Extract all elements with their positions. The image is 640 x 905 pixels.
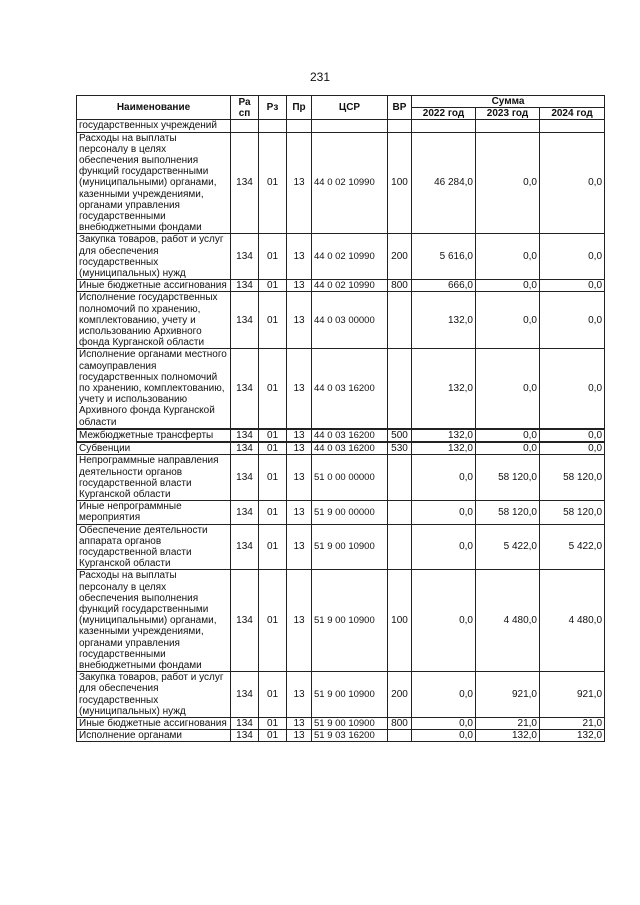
table-row bbox=[77, 292, 605, 349]
cell-name: государственных учреждений bbox=[77, 120, 231, 132]
header-rz: Рз bbox=[259, 96, 287, 120]
cell-rz: 01 bbox=[259, 429, 287, 442]
cell-2022 bbox=[412, 120, 476, 132]
header-2023: 2023 год bbox=[476, 108, 540, 120]
table-row bbox=[77, 455, 605, 501]
cell-name: Непрограммные направления деятельности органов государственной власти Курганской области bbox=[77, 455, 231, 501]
cell-rz bbox=[259, 120, 287, 132]
cell-csr: 44 0 03 16200 bbox=[312, 429, 388, 442]
cell-pr: 13 bbox=[287, 292, 312, 349]
header-row bbox=[77, 96, 605, 108]
cell-2024: 21,0 bbox=[540, 717, 605, 729]
cell-pr: 13 bbox=[287, 730, 312, 742]
cell-pr: 13 bbox=[287, 717, 312, 729]
cell-csr: 51 9 00 10900 bbox=[312, 717, 388, 729]
cell-name: Закупка товаров, работ и услуг для обеспечения государственных (муниципальных) нужд bbox=[77, 234, 231, 280]
cell-vr bbox=[388, 730, 412, 742]
cell-2022: 0,0 bbox=[412, 730, 476, 742]
cell-name: Иные непрограммные мероприятия bbox=[77, 501, 231, 524]
cell-2023: 5 422,0 bbox=[476, 524, 540, 570]
cell-name: Закупка товаров, работ и услуг для обеспечения государственных (муниципальных) нужд bbox=[77, 672, 231, 718]
cell-2024: 0,0 bbox=[540, 280, 605, 292]
cell-2024: 0,0 bbox=[540, 234, 605, 280]
cell-csr: 44 0 02 10990 bbox=[312, 132, 388, 234]
cell-pr: 13 bbox=[287, 429, 312, 442]
cell-2023: 0,0 bbox=[476, 132, 540, 234]
cell-2023: 58 120,0 bbox=[476, 501, 540, 524]
cell-2023: 0,0 bbox=[476, 442, 540, 455]
cell-rz: 01 bbox=[259, 280, 287, 292]
cell-name: Обеспечение деятельности аппарата органов государственной власти Курганской области bbox=[77, 524, 231, 570]
cell-rasp: 134 bbox=[231, 442, 259, 455]
table-row bbox=[77, 132, 605, 234]
table-row bbox=[77, 349, 605, 429]
cell-pr bbox=[287, 120, 312, 132]
cell-vr bbox=[388, 349, 412, 429]
cell-rasp: 134 bbox=[231, 730, 259, 742]
table-row bbox=[77, 524, 605, 570]
table-row bbox=[77, 717, 605, 729]
cell-rz: 01 bbox=[259, 349, 287, 429]
cell-2023: 0,0 bbox=[476, 234, 540, 280]
header-sum: Сумма bbox=[412, 96, 605, 108]
cell-pr: 13 bbox=[287, 524, 312, 570]
page-number: 231 bbox=[309, 70, 331, 84]
cell-rasp: 134 bbox=[231, 501, 259, 524]
cell-2022: 0,0 bbox=[412, 570, 476, 672]
cell-2023 bbox=[476, 120, 540, 132]
cell-csr: 44 0 02 10990 bbox=[312, 234, 388, 280]
cell-csr: 51 9 03 16200 bbox=[312, 730, 388, 742]
cell-vr: 530 bbox=[388, 442, 412, 455]
cell-csr: 44 0 03 00000 bbox=[312, 292, 388, 349]
cell-2024: 58 120,0 bbox=[540, 501, 605, 524]
cell-2023: 21,0 bbox=[476, 717, 540, 729]
cell-rasp bbox=[231, 120, 259, 132]
table-body bbox=[77, 120, 605, 742]
cell-2024: 0,0 bbox=[540, 292, 605, 349]
cell-rasp: 134 bbox=[231, 570, 259, 672]
table-row bbox=[77, 234, 605, 280]
cell-csr: 51 9 00 10900 bbox=[312, 570, 388, 672]
cell-2024: 0,0 bbox=[540, 429, 605, 442]
table-row bbox=[77, 570, 605, 672]
cell-csr: 51 9 00 10900 bbox=[312, 672, 388, 718]
cell-2024: 5 422,0 bbox=[540, 524, 605, 570]
cell-vr bbox=[388, 120, 412, 132]
header-csr: ЦСР bbox=[312, 96, 388, 120]
cell-pr: 13 bbox=[287, 455, 312, 501]
cell-rz: 01 bbox=[259, 442, 287, 455]
cell-pr: 13 bbox=[287, 672, 312, 718]
cell-2022: 0,0 bbox=[412, 501, 476, 524]
cell-2022: 5 616,0 bbox=[412, 234, 476, 280]
cell-rasp: 134 bbox=[231, 672, 259, 718]
cell-pr: 13 bbox=[287, 234, 312, 280]
cell-rz: 01 bbox=[259, 234, 287, 280]
cell-2023: 0,0 bbox=[476, 280, 540, 292]
cell-2022: 0,0 bbox=[412, 717, 476, 729]
cell-csr: 44 0 03 16200 bbox=[312, 349, 388, 429]
cell-2024: 0,0 bbox=[540, 349, 605, 429]
header-name: Наименование bbox=[77, 96, 231, 120]
cell-2022: 0,0 bbox=[412, 672, 476, 718]
cell-2024: 132,0 bbox=[540, 730, 605, 742]
cell-rz: 01 bbox=[259, 132, 287, 234]
table-row bbox=[77, 730, 605, 742]
cell-2023: 0,0 bbox=[476, 292, 540, 349]
cell-rz: 01 bbox=[259, 717, 287, 729]
cell-vr bbox=[388, 292, 412, 349]
cell-name: Исполнение государственных полномочий по хранению, комплектованию, учету и использованию Архивного фонда Курганской области bbox=[77, 292, 231, 349]
cell-2024: 0,0 bbox=[540, 442, 605, 455]
cell-2023: 0,0 bbox=[476, 429, 540, 442]
cell-2022: 132,0 bbox=[412, 429, 476, 442]
cell-pr: 13 bbox=[287, 132, 312, 234]
table-row bbox=[77, 429, 605, 442]
table-row bbox=[77, 120, 605, 132]
cell-name: Исполнение органами bbox=[77, 730, 231, 742]
cell-2024: 0,0 bbox=[540, 132, 605, 234]
cell-name: Расходы на выплаты персоналу в целях обеспечения выполнения функций государственными (муниципальными) органами, казенными учреждениями, органами управления государственными внебюджетными фондами bbox=[77, 570, 231, 672]
cell-vr: 100 bbox=[388, 570, 412, 672]
table-row bbox=[77, 672, 605, 718]
cell-name: Иные бюджетные ассигнования bbox=[77, 280, 231, 292]
cell-2022: 666,0 bbox=[412, 280, 476, 292]
cell-vr: 200 bbox=[388, 234, 412, 280]
cell-rz: 01 bbox=[259, 292, 287, 349]
cell-csr: 44 0 02 10990 bbox=[312, 280, 388, 292]
cell-vr: 800 bbox=[388, 280, 412, 292]
cell-2023: 0,0 bbox=[476, 349, 540, 429]
cell-rz: 01 bbox=[259, 672, 287, 718]
cell-name: Межбюджетные трансферты bbox=[77, 429, 231, 442]
cell-2022: 0,0 bbox=[412, 524, 476, 570]
cell-2023: 58 120,0 bbox=[476, 455, 540, 501]
budget-table bbox=[76, 95, 605, 742]
cell-rasp: 134 bbox=[231, 280, 259, 292]
cell-2022: 0,0 bbox=[412, 455, 476, 501]
cell-2023: 4 480,0 bbox=[476, 570, 540, 672]
cell-pr: 13 bbox=[287, 501, 312, 524]
cell-rz: 01 bbox=[259, 455, 287, 501]
cell-vr: 200 bbox=[388, 672, 412, 718]
cell-vr bbox=[388, 524, 412, 570]
cell-2022: 46 284,0 bbox=[412, 132, 476, 234]
table-row bbox=[77, 501, 605, 524]
cell-vr: 800 bbox=[388, 717, 412, 729]
cell-2022: 132,0 bbox=[412, 292, 476, 349]
cell-rasp: 134 bbox=[231, 234, 259, 280]
cell-vr: 100 bbox=[388, 132, 412, 234]
cell-vr bbox=[388, 455, 412, 501]
cell-pr: 13 bbox=[287, 570, 312, 672]
cell-2024: 58 120,0 bbox=[540, 455, 605, 501]
cell-2024: 4 480,0 bbox=[540, 570, 605, 672]
cell-2022: 132,0 bbox=[412, 349, 476, 429]
cell-csr: 44 0 03 16200 bbox=[312, 442, 388, 455]
cell-name: Субвенции bbox=[77, 442, 231, 455]
cell-rz: 01 bbox=[259, 730, 287, 742]
cell-pr: 13 bbox=[287, 280, 312, 292]
cell-csr bbox=[312, 120, 388, 132]
cell-rasp: 134 bbox=[231, 292, 259, 349]
header-rasp: Ра сп bbox=[231, 96, 259, 120]
cell-name: Иные бюджетные ассигнования bbox=[77, 717, 231, 729]
table-row bbox=[77, 442, 605, 455]
header-2022: 2022 год bbox=[412, 108, 476, 120]
header-vr: ВР bbox=[388, 96, 412, 120]
cell-csr: 51 9 00 00000 bbox=[312, 501, 388, 524]
cell-vr bbox=[388, 501, 412, 524]
cell-2024 bbox=[540, 120, 605, 132]
cell-rasp: 134 bbox=[231, 455, 259, 501]
cell-rz: 01 bbox=[259, 570, 287, 672]
cell-rz: 01 bbox=[259, 524, 287, 570]
cell-pr: 13 bbox=[287, 442, 312, 455]
cell-name: Расходы на выплаты персоналу в целях обеспечения выполнения функций государственными (муниципальными) органами, казенными учреждениями, органами управления государственными внебюджетными фондами bbox=[77, 132, 231, 234]
cell-csr: 51 0 00 00000 bbox=[312, 455, 388, 501]
cell-rasp: 134 bbox=[231, 132, 259, 234]
cell-rasp: 134 bbox=[231, 429, 259, 442]
cell-rz: 01 bbox=[259, 501, 287, 524]
cell-rasp: 134 bbox=[231, 524, 259, 570]
cell-pr: 13 bbox=[287, 349, 312, 429]
cell-2024: 921,0 bbox=[540, 672, 605, 718]
cell-2023: 921,0 bbox=[476, 672, 540, 718]
cell-2023: 132,0 bbox=[476, 730, 540, 742]
table-row bbox=[77, 280, 605, 292]
cell-vr: 500 bbox=[388, 429, 412, 442]
cell-2022: 132,0 bbox=[412, 442, 476, 455]
cell-csr: 51 9 00 10900 bbox=[312, 524, 388, 570]
header-pr: Пр bbox=[287, 96, 312, 120]
cell-rasp: 134 bbox=[231, 717, 259, 729]
cell-rasp: 134 bbox=[231, 349, 259, 429]
cell-name: Исполнение органами местного самоуправления государственных полномочий по хранению, комплектованию, учету и использованию Архивного фонда Курганской области bbox=[77, 349, 231, 429]
header-2024: 2024 год bbox=[540, 108, 605, 120]
